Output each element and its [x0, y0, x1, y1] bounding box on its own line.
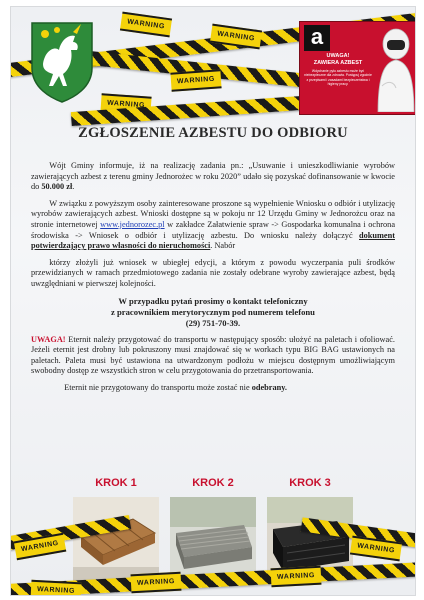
paragraph-not-collected-text: Eternit nie przygotowany do transportu może zostać nie: [64, 382, 252, 392]
asbestos-warning-label: [299, 21, 416, 115]
protective-suit-worker-icon: [374, 26, 416, 112]
contact-line-1: W przypadku pytań prosimy o kontakt telefoniczny: [118, 295, 308, 306]
not-collected-emphasis: odebrany.: [251, 382, 288, 392]
wooden-pallet-icon: [73, 497, 159, 581]
warning-tape-label: WARNING: [131, 572, 182, 594]
paragraph-funding-text: Wójt Gminy informuje, iż na realizację zadania pn.: „Usuwanie i unieszkodliwianie wyrobów zawierających azbest z terenu gminy Jednorożec w roku 2020” udało się pozyskać dofinansowanie w kwocie do: [31, 161, 395, 192]
paragraph-preparation: [31, 335, 395, 377]
warning-tape-label: WARNING: [210, 24, 262, 50]
warning-title-line1: UWAGA!: [326, 53, 350, 59]
coat-of-arms-icon: [29, 20, 95, 104]
page-title: ZGŁOSZENIE AZBESTU DO ODBIORU: [78, 125, 348, 141]
warning-tape-label: WARNING: [100, 93, 151, 115]
contact-line-2: z pracownikiem merytorycznym pod numerem telefonu: [111, 306, 315, 317]
asbestos-a-symbol: a: [304, 25, 330, 51]
warning-tape-label: WARNING: [120, 12, 172, 38]
ownership-document-note: dokument potwierdzający prawo własności do nieruchomości: [31, 230, 395, 251]
step-2-label: KROK 2: [192, 477, 234, 489]
warning-tape-label: WARNING: [170, 69, 221, 91]
step-3-label: KROK 3: [289, 477, 331, 489]
paragraph-funding: [31, 161, 395, 193]
warning-title-line2: ZAWIERA AZBEST: [313, 60, 363, 66]
uwaga-label: UWAGA!: [31, 334, 66, 344]
website-link[interactable]: www.jednorozec.pl: [100, 219, 165, 229]
paragraph-application: [31, 199, 395, 252]
paragraph-application-end: . Nabór: [210, 241, 236, 251]
announcement-body: [31, 161, 395, 400]
warning-tape-label: WARNING: [31, 580, 82, 596]
paragraph-preparation-text: Eternit należy przygotować do transportu w następujący sposób: ułożyć na paletach i ofoliować. Jeżeli eternit jest drobny lub pokruszony musi znajdować się w workach typu BIG BAG ustawionych na paletach. Paleta musi być ustawiona na utwardzonym podłożu w miejscu dostępnym umożliwiającym swobodny dostęp ze wszystkich stron w celu przygotowania do przetransportowania.: [31, 334, 395, 376]
poster: [10, 6, 416, 596]
paragraph-priority: którzy złożyli już wniosek w ubiegłej edycji, a którym z powodu wyczerpania puli środków przewidzianych w ramach przedmiotowego zadania nie zostały odebrane wyroby zawierające azbest, będą uwzględniani w pierwszej kolejności.: [31, 257, 395, 288]
paragraph-funding-end: .: [72, 182, 75, 192]
funding-amount: 50.000 zł: [41, 182, 73, 192]
paragraph-not-collected: [31, 383, 395, 394]
warning-tape-label: WARNING: [271, 566, 322, 588]
warning-tape-label: WARNING: [350, 536, 402, 562]
warning-tape-label: WARNING: [14, 533, 67, 560]
step-1-label: KROK 1: [95, 477, 137, 489]
warning-small-text: Wdychanie pyłu azbestu może być niebezpieczne dla zdrowia. Postępuj zgodnie z przepisami i zasadami bezpieczeństwa i higieny pracy.: [304, 69, 372, 87]
contact-phone: (29) 751-70-39.: [185, 317, 241, 328]
warning-title: [303, 53, 373, 67]
eternit-stack-icon: [170, 497, 256, 581]
contact-info: [31, 296, 395, 329]
step-2: [170, 477, 256, 581]
paragraph-application-text-2: w zakładce Załatwienie spraw -> Gospodarka komunalna i ochrona środowiska -> Wniosek o odbiór i utylizację azbestu. Do wniosku należy dołączyć: [31, 219, 396, 240]
paragraph-application-text: W związku z powyższym osoby zainteresowane proszone są wypełnienie Wniosku o odbiór i utylizację wyrobów zawierających azbest. Wnioski dostępne są w pokoju nr 12 Urzędu Gminy w Jednorożcu oraz na stronie internetowej: [31, 198, 395, 229]
